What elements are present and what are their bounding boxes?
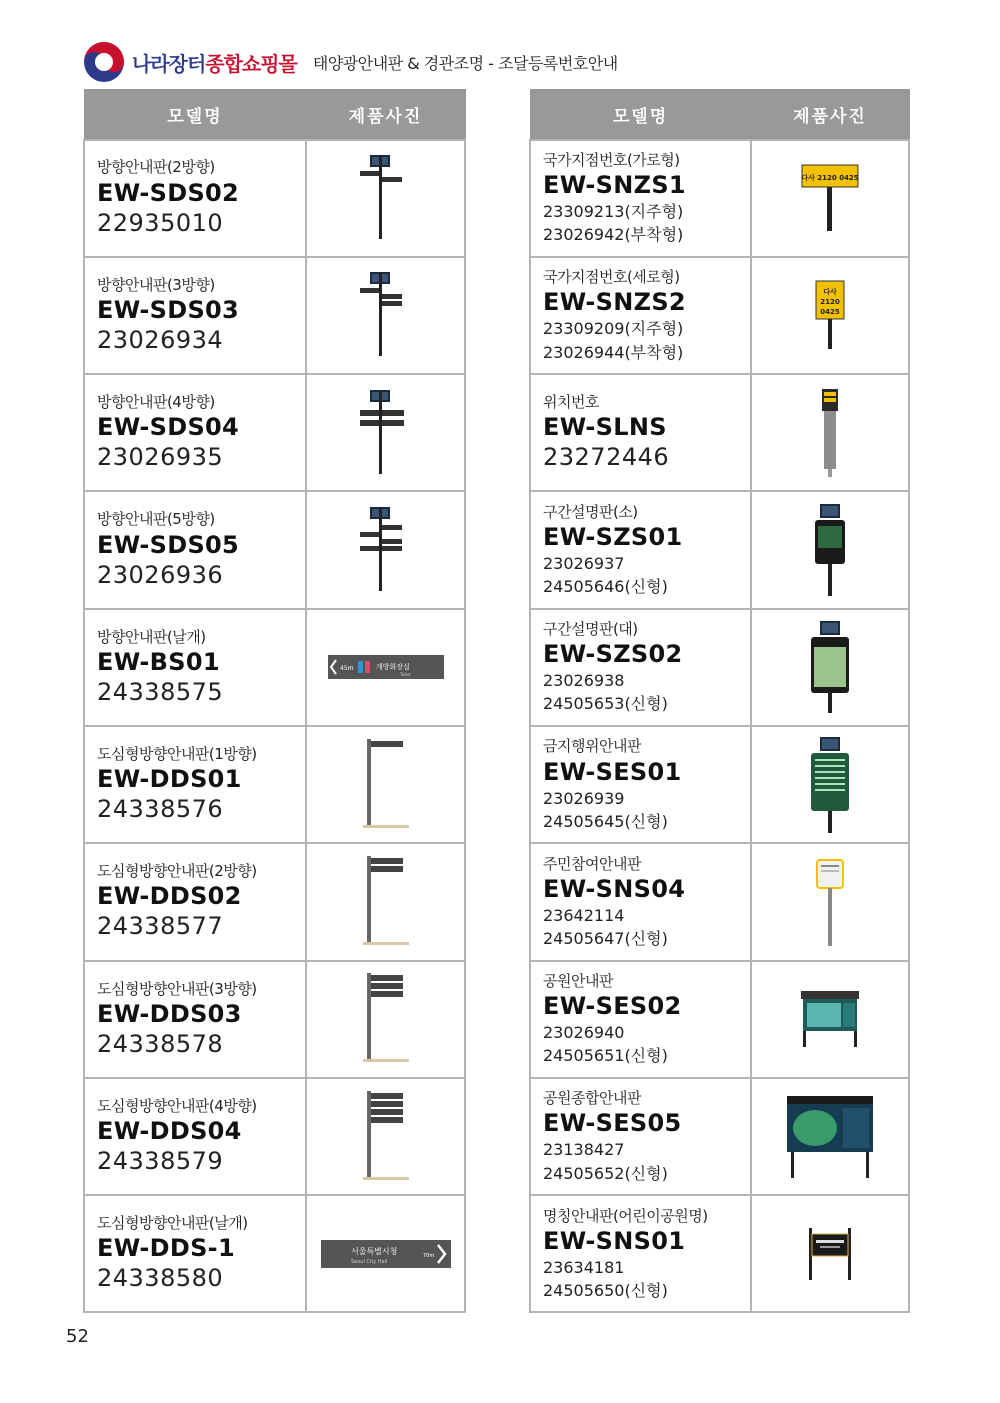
registration-code: 24338578	[97, 1029, 224, 1058]
wing-sign-distance: 45m	[339, 665, 353, 673]
section-board-small-icon	[810, 502, 850, 598]
model-number: EW-SNS01	[543, 1226, 686, 1255]
product-photo	[751, 1078, 909, 1195]
registration-code: 23026934	[97, 325, 224, 354]
urban-sign-1way-icon	[361, 737, 411, 833]
solar-sign-2way-icon	[356, 153, 416, 243]
product-info	[530, 257, 751, 374]
table-row	[84, 491, 465, 608]
registration-code: 24505647(신형)	[543, 929, 668, 949]
table-row	[530, 140, 909, 257]
name-board-icon	[807, 1226, 853, 1282]
registration-code: 23026936	[97, 560, 224, 589]
product-name: 명칭안내판(어린이공원명)	[543, 1206, 708, 1225]
left-col-photo-header: 제품사진	[306, 90, 465, 140]
registration-code: 23272446	[543, 443, 670, 472]
product-info	[530, 374, 751, 491]
product-photo	[306, 140, 465, 257]
product-photo	[751, 374, 909, 491]
solar-sign-5way-icon	[356, 505, 416, 595]
point-line-2: 2120	[820, 298, 840, 307]
product-name: 도심형방향안내판(3방향)	[97, 979, 257, 998]
product-info	[84, 726, 306, 843]
registration-code: 23026937	[543, 553, 625, 573]
registration-code: 24338575	[97, 677, 224, 706]
table-row	[84, 1195, 465, 1312]
product-name: 공원안내판	[543, 971, 613, 990]
registration-code: 23309213(지주형)	[543, 202, 684, 222]
registration-code: 24505646(신형)	[543, 577, 668, 597]
product-photo	[751, 961, 909, 1078]
model-number: EW-SES05	[543, 1109, 682, 1138]
table-row	[84, 1078, 465, 1195]
product-info	[84, 1078, 306, 1195]
product-info	[530, 1195, 751, 1312]
page-number: 52	[66, 1326, 89, 1347]
table-row	[530, 257, 909, 374]
model-number: EW-DDS04	[97, 1117, 242, 1146]
model-number: EW-BS01	[97, 647, 220, 676]
product-name: 도심형방향안내판(날개)	[97, 1214, 248, 1233]
product-photo	[306, 491, 465, 608]
model-number: EW-SNS04	[543, 874, 686, 903]
model-number: EW-SES02	[543, 992, 682, 1021]
product-photo	[751, 257, 909, 374]
brand-blue: 나라장터	[132, 51, 206, 76]
product-name: 방향안내판(2방향)	[97, 158, 215, 177]
product-name: 방향안내판(날개)	[97, 627, 206, 646]
table-row	[84, 140, 465, 257]
park-general-board-icon	[785, 1094, 875, 1180]
table-row	[84, 843, 465, 960]
product-photo	[751, 1195, 909, 1312]
product-photo	[306, 1195, 465, 1312]
wing-sign-icon	[328, 655, 444, 679]
registration-code: 23026938	[543, 671, 625, 691]
product-name: 금지행위안내판	[543, 737, 641, 756]
model-number: EW-SDS05	[97, 530, 240, 559]
product-name: 국가지점번호(가로형)	[543, 150, 680, 169]
model-number: EW-SDS03	[97, 295, 240, 324]
model-number: EW-SDS02	[97, 178, 240, 207]
product-name: 방향안내판(3방향)	[97, 275, 215, 294]
location-number-pole-icon	[815, 387, 845, 479]
product-name: 주민참여안내판	[543, 854, 641, 873]
registration-code: 22935010	[97, 208, 224, 237]
product-name: 국가지점번호(세로형)	[543, 268, 680, 287]
table-row	[530, 491, 909, 608]
product-info	[530, 609, 751, 726]
table-row	[530, 609, 909, 726]
product-name: 방향안내판(4방향)	[97, 393, 215, 412]
registration-code: 24338576	[97, 795, 224, 824]
table-row	[530, 374, 909, 491]
product-name: 구간설명판(소)	[543, 502, 638, 521]
wing-sign-sub: Toilet	[399, 672, 410, 678]
urban-wing-sign-icon	[321, 1240, 451, 1268]
section-board-large-icon	[807, 619, 853, 715]
table-row	[530, 1078, 909, 1195]
product-photo	[751, 843, 909, 960]
registration-code: 23642114	[543, 905, 625, 925]
registration-code: 23309209(지주형)	[543, 319, 684, 339]
product-info	[84, 140, 306, 257]
right-col-model-header: 모델명	[530, 90, 751, 140]
urban-sign-4way-icon	[361, 1089, 411, 1185]
model-number: EW-SNZS2	[543, 288, 686, 317]
registration-code: 23634181	[543, 1257, 625, 1277]
registration-code: 24338580	[97, 1264, 224, 1293]
product-photo	[751, 726, 909, 843]
urban-wing-sign-sub: Seoul City Hall	[350, 1258, 387, 1265]
model-number: EW-DDS-1	[97, 1234, 235, 1263]
product-photo	[306, 609, 465, 726]
product-info	[84, 1195, 306, 1312]
table-row	[530, 1195, 909, 1312]
product-info	[84, 961, 306, 1078]
urban-wing-sign-text: 서울특별시청	[350, 1246, 397, 1256]
solar-sign-4way-icon	[356, 388, 416, 478]
product-photo	[751, 491, 909, 608]
product-name: 공원종합안내판	[543, 1089, 641, 1108]
point-line-3: 0425	[820, 308, 840, 317]
product-photo	[306, 257, 465, 374]
urban-sign-3way-icon	[361, 971, 411, 1067]
registration-code: 23026940	[543, 1023, 625, 1043]
national-point-horizontal-icon	[800, 163, 860, 233]
model-number: EW-DDS01	[97, 765, 242, 794]
product-name: 방향안내판(5방향)	[97, 510, 215, 529]
national-point-vertical-icon	[810, 279, 850, 351]
registration-code: 24505645(신형)	[543, 811, 668, 831]
page-header	[82, 40, 922, 84]
model-number: EW-SLNS	[543, 413, 667, 442]
table-row	[84, 726, 465, 843]
table-row	[84, 961, 465, 1078]
point-line-1: 다사	[823, 288, 837, 297]
registration-code: 24338577	[97, 912, 224, 941]
brand-red: 종합쇼핑몰	[205, 51, 297, 76]
table-row	[530, 726, 909, 843]
registration-code: 23138427	[543, 1140, 625, 1160]
prohibition-board-icon	[807, 735, 853, 835]
product-info	[530, 843, 751, 960]
product-photo	[751, 140, 909, 257]
table-row	[84, 257, 465, 374]
model-number: EW-SZS02	[543, 640, 683, 669]
product-name: 도심형방향안내판(1방향)	[97, 744, 257, 763]
table-row	[84, 609, 465, 726]
product-photo	[306, 961, 465, 1078]
product-info	[84, 609, 306, 726]
registration-code: 24505651(신형)	[543, 1046, 668, 1066]
product-info	[84, 843, 306, 960]
registration-code: 24505650(신형)	[543, 1280, 668, 1300]
registration-code: 24338579	[97, 1147, 224, 1176]
table-row	[530, 961, 909, 1078]
product-photo	[306, 1078, 465, 1195]
table-row	[530, 843, 909, 960]
product-info	[84, 257, 306, 374]
right-product-table	[529, 89, 910, 1313]
product-info	[530, 140, 751, 257]
model-number: EW-SDS04	[97, 413, 240, 442]
left-col-model-header: 모델명	[84, 90, 306, 140]
table-row	[84, 374, 465, 491]
wing-sign-text: 개방화장실	[375, 663, 410, 672]
product-name: 위치번호	[543, 393, 599, 412]
page-subtitle: 태양광안내판 & 경관조명 - 조달등록번호안내	[312, 53, 618, 73]
park-board-icon	[799, 989, 861, 1049]
urban-sign-2way-icon	[361, 854, 411, 950]
product-photo	[306, 843, 465, 960]
resident-board-icon	[810, 856, 850, 948]
model-number: EW-SNZS1	[543, 171, 686, 200]
solar-sign-3way-icon	[356, 270, 416, 360]
right-col-photo-header: 제품사진	[751, 90, 909, 140]
product-info	[530, 726, 751, 843]
model-number: EW-DDS02	[97, 882, 242, 911]
product-info	[84, 374, 306, 491]
product-name: 도심형방향안내판(4방향)	[97, 1096, 257, 1115]
product-name: 구간설명판(대)	[543, 620, 638, 639]
model-number: EW-DDS03	[97, 999, 242, 1028]
product-photo	[751, 609, 909, 726]
registration-code: 24505652(신형)	[543, 1163, 668, 1183]
registration-code: 23026944(부착형)	[543, 342, 684, 362]
product-photo	[306, 374, 465, 491]
registration-code: 23026935	[97, 443, 224, 472]
product-info	[84, 491, 306, 608]
brand-name	[132, 48, 297, 77]
taegeuk-logo-icon	[82, 40, 126, 84]
model-number: EW-SZS01	[543, 522, 683, 551]
product-photo	[306, 726, 465, 843]
product-info	[530, 1078, 751, 1195]
product-info	[530, 491, 751, 608]
model-number: EW-SES01	[543, 757, 682, 786]
registration-code: 23026939	[543, 788, 625, 808]
point-number-text: 다사 2120 0425	[801, 174, 859, 183]
registration-code: 24505653(신형)	[543, 694, 668, 714]
registration-code: 23026942(부착형)	[543, 225, 684, 245]
product-name: 도심형방향안내판(2방향)	[97, 862, 257, 881]
left-product-table	[83, 89, 466, 1313]
urban-wing-sign-distance: 70m	[422, 1252, 434, 1259]
product-info	[530, 961, 751, 1078]
